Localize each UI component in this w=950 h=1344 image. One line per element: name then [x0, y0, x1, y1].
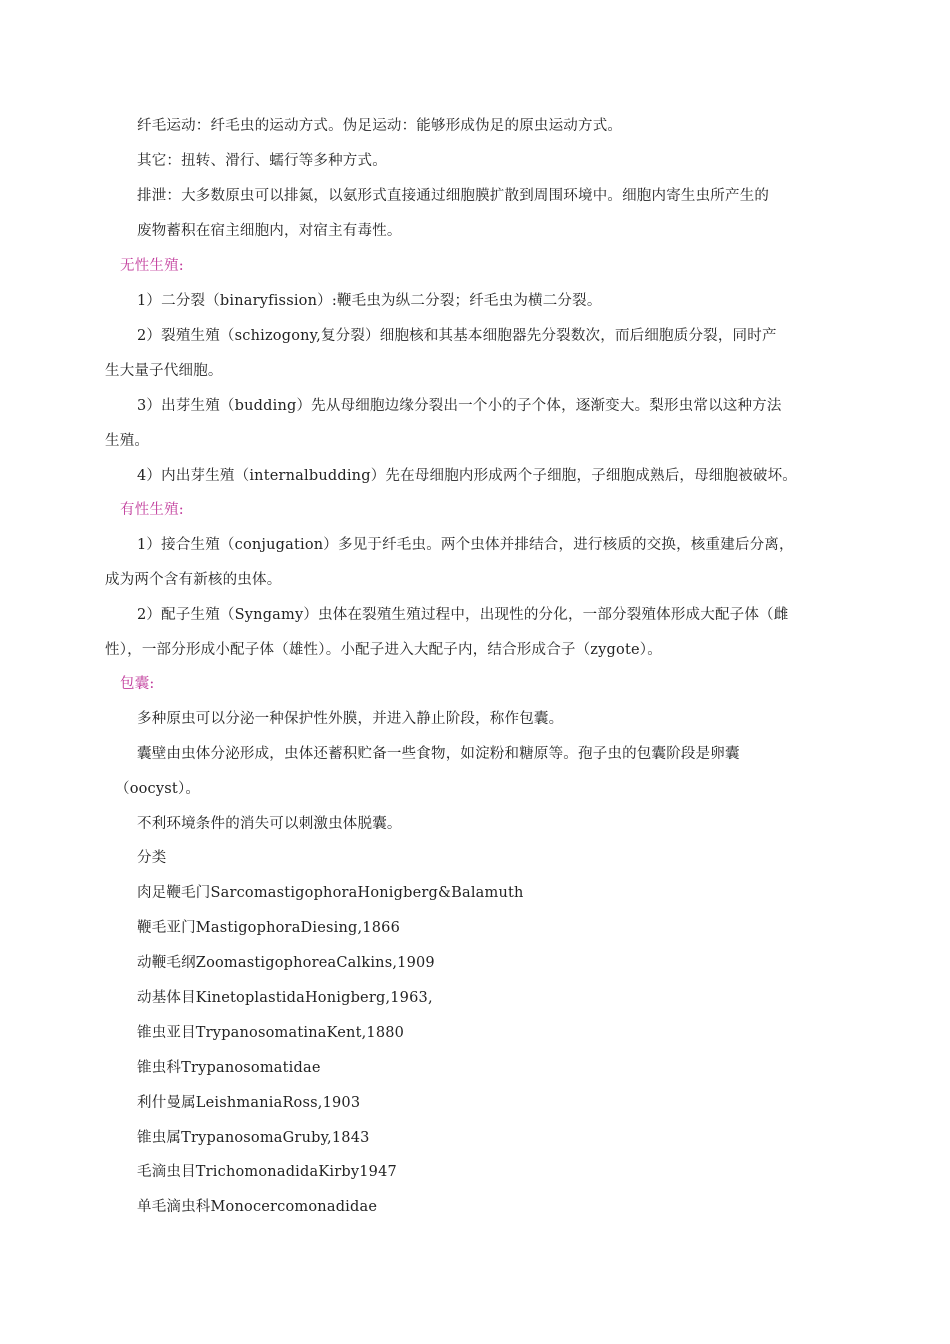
sexual-item-1-line-1: 1）接合生殖（conjugation）多见于纤毛虫。两个虫体并排结合，进行核质的交换，核重建后分离， [137, 537, 794, 553]
asexual-item-3-line-1: 3）出芽生殖（budding）先从母细胞边缘分裂出一个小的子个体，逐渐变大。梨形虫常以这种方法 [137, 398, 782, 414]
locomotion-line-2: 其它：扭转、滑行、蠕行等多种方式。 [137, 153, 387, 169]
classification-item: 锥虫科Trypanosomatidae [137, 1060, 321, 1076]
asexual-heading: 无性生殖: [120, 258, 184, 274]
asexual-item-1: 1）二分裂（binaryfission）:鞭毛虫为纵二分裂；纤毛虫为横二分裂。 [137, 293, 602, 309]
locomotion-line-1: 纤毛运动：纤毛虫的运动方式。伪足运动：能够形成伪足的原虫运动方式。 [137, 118, 623, 134]
classification-item: 锥虫属TrypanosomaGruby,1843 [137, 1130, 370, 1146]
asexual-item-4: 4）内出芽生殖（internalbudding）先在母细胞内形成两个子细胞，子细胞成熟后，母细胞被破坏。 [137, 468, 798, 484]
classification-item: 动基体目KinetoplastidaHonigberg,1963, [137, 990, 433, 1006]
classification-item: 利什曼属LeishmaniaRoss,1903 [137, 1095, 361, 1111]
asexual-item-2-line-2: 生大量子代细胞。 [105, 363, 223, 379]
classification-item: 单毛滴虫科Monocercomonadidae [137, 1199, 378, 1215]
cyst-para-3: 不利环境条件的消失可以刺激虫体脱囊。 [137, 816, 402, 832]
classification-item: 动鞭毛纲ZoomastigophoreaCalkins,1909 [137, 955, 435, 971]
sexual-item-1-line-2: 成为两个含有新核的虫体。 [105, 572, 282, 588]
cyst-para-2-line-1: 囊壁由虫体分泌形成，虫体还蓄积贮备一些食物，如淀粉和糖原等。孢子虫的包囊阶段是卵囊 [137, 746, 740, 762]
classification-item: 锥虫亚目TrypanosomatinaKent,1880 [137, 1025, 405, 1041]
cyst-para-2-line-2: （oocyst）。 [115, 781, 201, 797]
asexual-item-2-line-1: 2）裂殖生殖（schizogony,复分裂）细胞核和其基本细胞器先分裂数次，而后细胞质分裂，同时产 [137, 328, 777, 344]
excretion-line-1: 排泄：大多数原虫可以排氮，以氨形式直接通过细胞膜扩散到周围环境中。细胞内寄生虫所产生的 [137, 188, 770, 204]
cyst-para-1: 多种原虫可以分泌一种保护性外膜，并进入静止阶段，称作包囊。 [137, 711, 564, 727]
excretion-line-2: 废物蓄积在宿主细胞内，对宿主有毒性。 [137, 223, 402, 239]
classification-heading: 分类 [137, 850, 167, 866]
sexual-heading: 有性生殖: [120, 502, 184, 518]
classification-item: 肉足鞭毛门SarcomastigophoraHonigberg&Balamuth [137, 885, 524, 901]
sexual-item-2-line-2: 性），一部分形成小配子体（雄性）。小配子进入大配子内，结合形成合子（zygote）。 [105, 642, 662, 658]
sexual-item-2-line-1: 2）配子生殖（Syngamy）虫体在裂殖生殖过程中，出现性的分化，一部分裂殖体形成大配子体（雌 [137, 607, 789, 623]
classification-item: 毛滴虫目TrichomonadidaKirby1947 [137, 1164, 397, 1180]
classification-item: 鞭毛亚门MastigophoraDiesing,1866 [137, 920, 400, 936]
cyst-heading: 包囊: [120, 676, 155, 692]
asexual-item-3-line-2: 生殖。 [105, 433, 150, 449]
